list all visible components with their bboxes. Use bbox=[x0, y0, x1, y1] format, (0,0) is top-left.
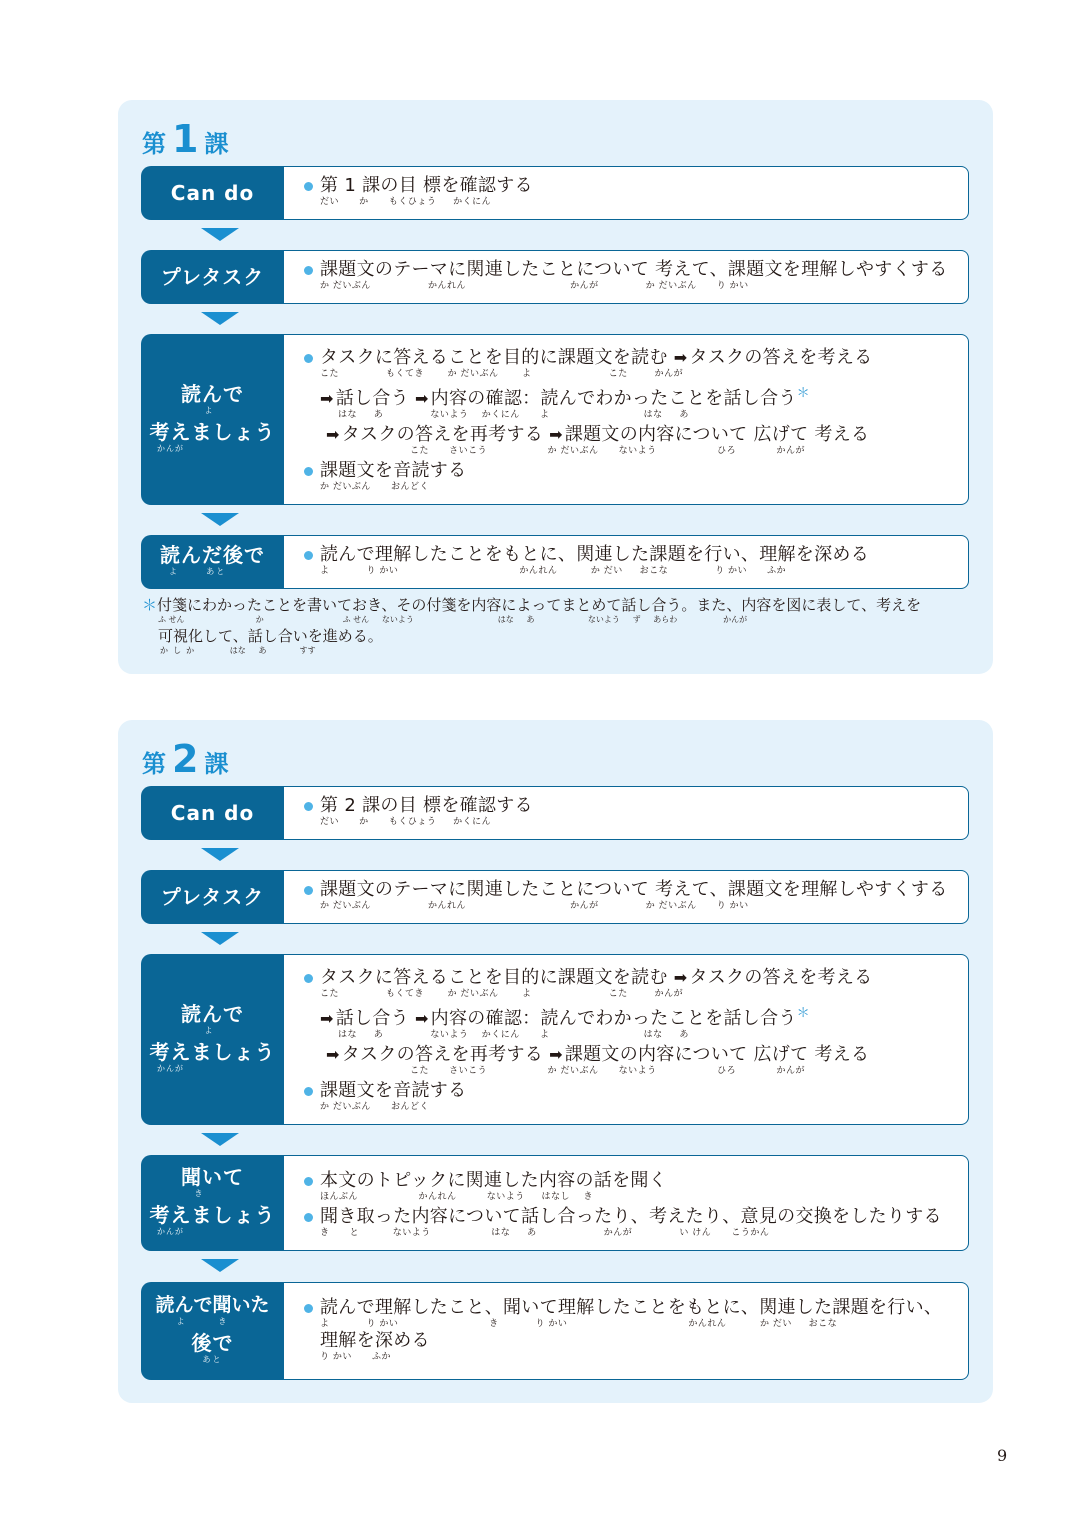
list-item bbox=[304, 347, 958, 380]
list-item bbox=[304, 1206, 958, 1239]
asterisk-icon: ＊ bbox=[796, 1006, 810, 1021]
listen-line1-ruby: ほんぶん かんれん ないよう はなし き bbox=[320, 1192, 593, 1202]
right-arrow-icon: ➡ bbox=[414, 1009, 429, 1028]
down-arrow-icon bbox=[201, 513, 239, 526]
list-item bbox=[304, 175, 958, 208]
read-label-ruby2: かんが bbox=[157, 443, 184, 453]
cando-ruby: だい か もくひょう かくにん bbox=[320, 817, 492, 827]
right-arrow-icon: ➡ bbox=[549, 1045, 563, 1064]
after-label-ruby: よ あと bbox=[169, 567, 227, 576]
read-line2a: 話し合う bbox=[335, 1008, 409, 1029]
bullet-icon bbox=[304, 1177, 313, 1186]
read-line3a: タスクの答えを再考する bbox=[341, 424, 544, 445]
right-arrow-icon: ➡ bbox=[673, 348, 688, 367]
listen-line2: 聞き取った内容について話し合ったり、考えたり、意見の交換をしたりする bbox=[320, 1206, 942, 1227]
read-line2a: 話し合う bbox=[335, 388, 409, 409]
lesson-number: 2 bbox=[172, 737, 199, 781]
read-line4-ruby: か だいぶん おんどく bbox=[320, 482, 430, 492]
pretask-ruby: か だいぶん かんれん かんが か だいぶん り かい bbox=[320, 901, 749, 911]
after-label-line1: 読んで聞いた bbox=[155, 1294, 270, 1316]
read-line4-ruby: か だいぶん おんどく bbox=[320, 1102, 430, 1112]
cando-ruby: だい か もくひょう かくにん bbox=[320, 197, 492, 207]
down-arrow-icon bbox=[201, 932, 239, 945]
listen-label-ruby2: かんが bbox=[157, 1227, 184, 1236]
after-label-ruby1: よ き bbox=[176, 1317, 229, 1326]
pretask-label-text: プレタスク bbox=[160, 265, 265, 289]
right-arrow-icon: ➡ bbox=[673, 968, 688, 987]
after-label bbox=[141, 1282, 284, 1380]
read-label-line2: 考えましょう bbox=[149, 1039, 276, 1064]
list-item bbox=[304, 967, 958, 1000]
after-label-text: 読んだ後で bbox=[160, 543, 265, 567]
cando-row bbox=[141, 786, 969, 840]
after-row bbox=[141, 535, 969, 589]
bullet-icon bbox=[304, 182, 313, 191]
cando-content bbox=[284, 786, 969, 840]
listen-label bbox=[141, 1155, 284, 1251]
read-label-line2: 考えましょう bbox=[149, 419, 276, 444]
read-line1: タスクに答えることを目的に課題文を読む bbox=[320, 967, 668, 988]
pretask-row bbox=[141, 870, 969, 924]
lesson-title-prefix: 第 bbox=[142, 750, 166, 778]
after-line2: 理解を深める bbox=[320, 1330, 430, 1351]
read-line3a: タスクの答えを再考する bbox=[341, 1044, 544, 1065]
down-arrow-icon bbox=[201, 312, 239, 325]
read-label-line1: 読んで bbox=[181, 1001, 244, 1026]
footnote bbox=[142, 596, 982, 658]
list-item bbox=[304, 383, 958, 421]
read-label-ruby2: かんが bbox=[157, 1063, 184, 1073]
read-line3b: 課題文の内容について 広げて 考える bbox=[564, 1044, 870, 1065]
pretask-ruby: か だいぶん かんれん かんが か だいぶん り かい bbox=[320, 281, 749, 291]
cando-label-text: Can do bbox=[170, 181, 255, 205]
lesson-title-suffix: 課 bbox=[204, 130, 229, 158]
read-line1-tail: タスクの答えを考える bbox=[689, 347, 873, 368]
cando-label-text: Can do bbox=[170, 801, 255, 825]
bullet-icon bbox=[304, 974, 313, 983]
cando-row bbox=[141, 166, 969, 220]
read-line3-ruby: こた さいこう か だいぶん ないよう ひろ かんが bbox=[410, 1066, 806, 1076]
right-arrow-icon: ➡ bbox=[326, 1045, 340, 1064]
bullet-icon bbox=[304, 467, 313, 476]
right-arrow-icon: ➡ bbox=[320, 1009, 334, 1028]
read-line4: 課題文を音読する bbox=[320, 1080, 467, 1101]
read-line1-tail: タスクの答えを考える bbox=[689, 967, 873, 988]
pretask-text: 課題文のテーマに関連したことについて 考えて、課題文を理解しやすくする bbox=[320, 259, 948, 280]
list-item bbox=[304, 1044, 958, 1077]
asterisk-icon: ＊ bbox=[142, 596, 158, 614]
read-line1: タスクに答えることを目的に課題文を読む bbox=[320, 347, 668, 368]
read-content bbox=[284, 954, 969, 1125]
read-line1-ruby: こた もくてき か だいぶん よ こた かんが bbox=[320, 989, 684, 999]
lesson-number: 1 bbox=[172, 117, 199, 161]
right-arrow-icon: ➡ bbox=[320, 389, 334, 408]
read-label bbox=[141, 334, 284, 505]
after-label bbox=[141, 535, 284, 589]
down-arrow-icon bbox=[201, 848, 239, 861]
cando-text: 第 1 課の目 標を確認する bbox=[320, 175, 533, 196]
pretask-label-text: プレタスク bbox=[160, 885, 265, 909]
read-line2-ruby: はな あ ないよう かくにん よ はな あ bbox=[338, 1030, 689, 1040]
bullet-icon bbox=[304, 1213, 313, 1222]
footnote-line2: 可視化して、話し合いを進める。 bbox=[158, 627, 383, 645]
pretask-content bbox=[284, 250, 969, 304]
list-item bbox=[304, 424, 958, 457]
lesson-2-panel bbox=[118, 720, 993, 1403]
after-text: 読んで理解したことをもとに、関連した課題を行い、理解を深める bbox=[320, 544, 869, 565]
read-label-line1: 読んで bbox=[181, 381, 244, 406]
after-row bbox=[141, 1282, 969, 1380]
read-line3-ruby: こた さいこう か だいぶん ないよう ひろ かんが bbox=[410, 446, 806, 456]
read-line2-ruby: はな あ ないよう かくにん よ はな あ bbox=[338, 410, 689, 420]
read-row bbox=[141, 334, 969, 505]
pretask-content bbox=[284, 870, 969, 924]
lesson-2-title bbox=[142, 737, 229, 782]
after-line2-ruby: り かい ふか bbox=[320, 1352, 392, 1362]
bullet-icon bbox=[304, 551, 313, 560]
read-line1-ruby: こた もくてき か だいぶん よ こた かんが bbox=[320, 369, 684, 379]
read-line4: 課題文を音読する bbox=[320, 460, 467, 481]
pretask-row bbox=[141, 250, 969, 304]
list-item bbox=[304, 259, 958, 292]
bullet-icon bbox=[304, 886, 313, 895]
bullet-icon bbox=[304, 802, 313, 811]
list-item bbox=[304, 795, 958, 828]
right-arrow-icon: ➡ bbox=[414, 389, 429, 408]
footnote-ruby2: か し か はな あ すす bbox=[160, 646, 316, 655]
down-arrow-icon bbox=[201, 228, 239, 241]
list-item bbox=[304, 1297, 958, 1363]
read-label-ruby1: よ bbox=[204, 1025, 221, 1035]
down-arrow-icon bbox=[201, 1133, 239, 1146]
down-arrow-icon bbox=[201, 1259, 239, 1272]
bullet-icon bbox=[304, 266, 313, 275]
read-row bbox=[141, 954, 969, 1125]
cando-content bbox=[284, 166, 969, 220]
list-item bbox=[304, 879, 958, 912]
right-arrow-icon: ➡ bbox=[549, 425, 563, 444]
read-line3b: 課題文の内容について 広げて 考える bbox=[564, 424, 870, 445]
after-content bbox=[284, 1282, 969, 1380]
list-item bbox=[304, 460, 958, 493]
after-line1-ruby: よ り かい き り かい かんれん か だい おこな bbox=[320, 1319, 838, 1329]
asterisk-icon: ＊ bbox=[796, 386, 810, 401]
pretask-label bbox=[141, 870, 284, 924]
listen-line1: 本文のトピックに関連した内容の話を聞く bbox=[320, 1170, 667, 1191]
lesson-1-panel bbox=[118, 100, 993, 674]
cando-label bbox=[141, 786, 284, 840]
list-item bbox=[304, 1003, 958, 1041]
listen-line2-ruby: き と ないよう はな あ かんが い けん こうかん bbox=[320, 1228, 770, 1238]
read-content bbox=[284, 334, 969, 505]
lesson-1-title bbox=[142, 117, 229, 162]
listen-row bbox=[141, 1155, 969, 1251]
listen-label-line2: 考えましょう bbox=[149, 1203, 276, 1227]
list-item bbox=[304, 544, 958, 577]
right-arrow-icon: ➡ bbox=[326, 425, 340, 444]
bullet-icon bbox=[304, 1087, 313, 1096]
after-label-line2: 後で bbox=[191, 1331, 234, 1355]
read-line2b: 内容の確認：読んでわかったことを話し合う bbox=[430, 1008, 797, 1029]
bullet-icon bbox=[304, 354, 313, 363]
after-content bbox=[284, 535, 969, 589]
after-line1: 読んで理解したこと、聞いて理解したことをもとに、関連した課題を行い、 bbox=[320, 1297, 943, 1318]
read-label bbox=[141, 954, 284, 1125]
footnote-line1: 付箋にわかったことを書いておき、その付箋を内容によってまとめて話し合う。また、内容を図に表して、考えを bbox=[157, 596, 922, 614]
cando-label bbox=[141, 166, 284, 220]
pretask-label bbox=[141, 250, 284, 304]
bullet-icon bbox=[304, 1304, 313, 1313]
lesson-title-suffix: 課 bbox=[204, 750, 229, 778]
read-line2b: 内容の確認：読んでわかったことを話し合う bbox=[430, 388, 797, 409]
after-label-ruby2: あと bbox=[202, 1355, 223, 1364]
listen-label-ruby1: き bbox=[194, 1189, 211, 1198]
list-item bbox=[304, 1080, 958, 1113]
lesson-title-prefix: 第 bbox=[142, 130, 166, 158]
cando-text: 第 2 課の目 標を確認する bbox=[320, 795, 533, 816]
list-item bbox=[304, 1170, 958, 1203]
pretask-text: 課題文のテーマに関連したことについて 考えて、課題文を理解しやすくする bbox=[320, 879, 948, 900]
listen-label-line1: 聞いて bbox=[181, 1165, 244, 1189]
read-label-ruby1: よ bbox=[204, 405, 221, 415]
footnote-ruby1: ふ せん か ふ せん ないよう はな あ ないよう ず あらわ かんが bbox=[158, 615, 748, 624]
page-number: 9 bbox=[997, 1446, 1008, 1465]
listen-content bbox=[284, 1155, 969, 1251]
after-ruby: よ り かい かんれん か だい おこな り かい ふか bbox=[320, 566, 787, 576]
